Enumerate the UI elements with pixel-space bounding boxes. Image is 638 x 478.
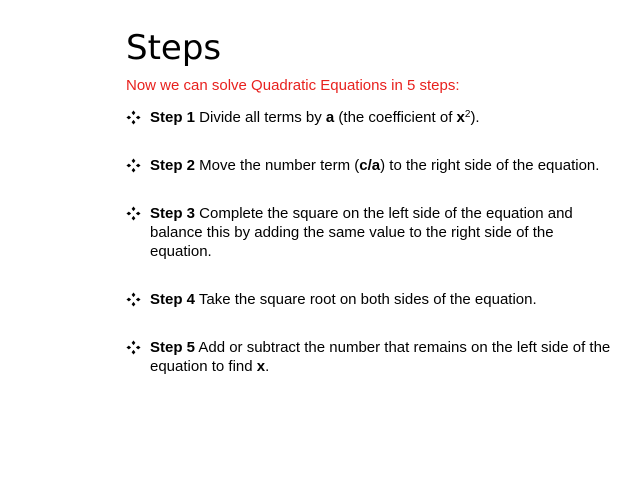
slide-subtitle: Now we can solve Quadratic Equations in 5 steps: [126, 77, 460, 94]
step-1-text-c: ). [470, 109, 480, 126]
step-1-text-a: Divide all terms by [195, 109, 326, 126]
step-1-item [126, 108, 616, 127]
step-5-item [126, 338, 616, 376]
slide-title: Steps [126, 28, 222, 68]
step-2-bold-a: c/a [359, 157, 381, 174]
step-1-label: Step 1 [150, 109, 196, 126]
four-diamond-bullet-icon [126, 292, 141, 307]
step-3-item [126, 204, 616, 261]
step-1-superscript: 2 [464, 109, 471, 120]
step-1-bold-a: a [325, 109, 335, 126]
step-1-text-b: (the coefficient of [334, 109, 457, 126]
step-5-label: Step 5 [150, 339, 196, 356]
step-5-bold-a: x [256, 358, 266, 375]
step-2-label: Step 2 [150, 157, 196, 174]
four-diamond-bullet-icon [126, 340, 141, 355]
four-diamond-bullet-icon [126, 206, 141, 221]
step-4-item [126, 290, 616, 309]
step-5-text-b: . [265, 358, 270, 375]
step-3-text-a: Complete the square on the left side of the equation and balance this by adding the same value to the right side of the equation. [150, 205, 573, 260]
step-3-label: Step 3 [150, 205, 196, 222]
step-4-label: Step 4 [150, 291, 196, 308]
four-diamond-bullet-icon [126, 158, 141, 173]
four-diamond-bullet-icon [126, 110, 141, 125]
step-1-bold-b: x [456, 109, 465, 126]
step-2-text-a: Move the number term ( [195, 157, 360, 174]
step-2-text-b: ) to the right side of the equation. [380, 157, 600, 174]
step-2-item [126, 156, 616, 175]
step-4-text-a: Take the square root on both sides of the equation. [195, 291, 537, 308]
steps-list [126, 108, 616, 405]
step-5-text-a: Add or subtract the number that remains on the left side of the equation to find [150, 339, 611, 375]
